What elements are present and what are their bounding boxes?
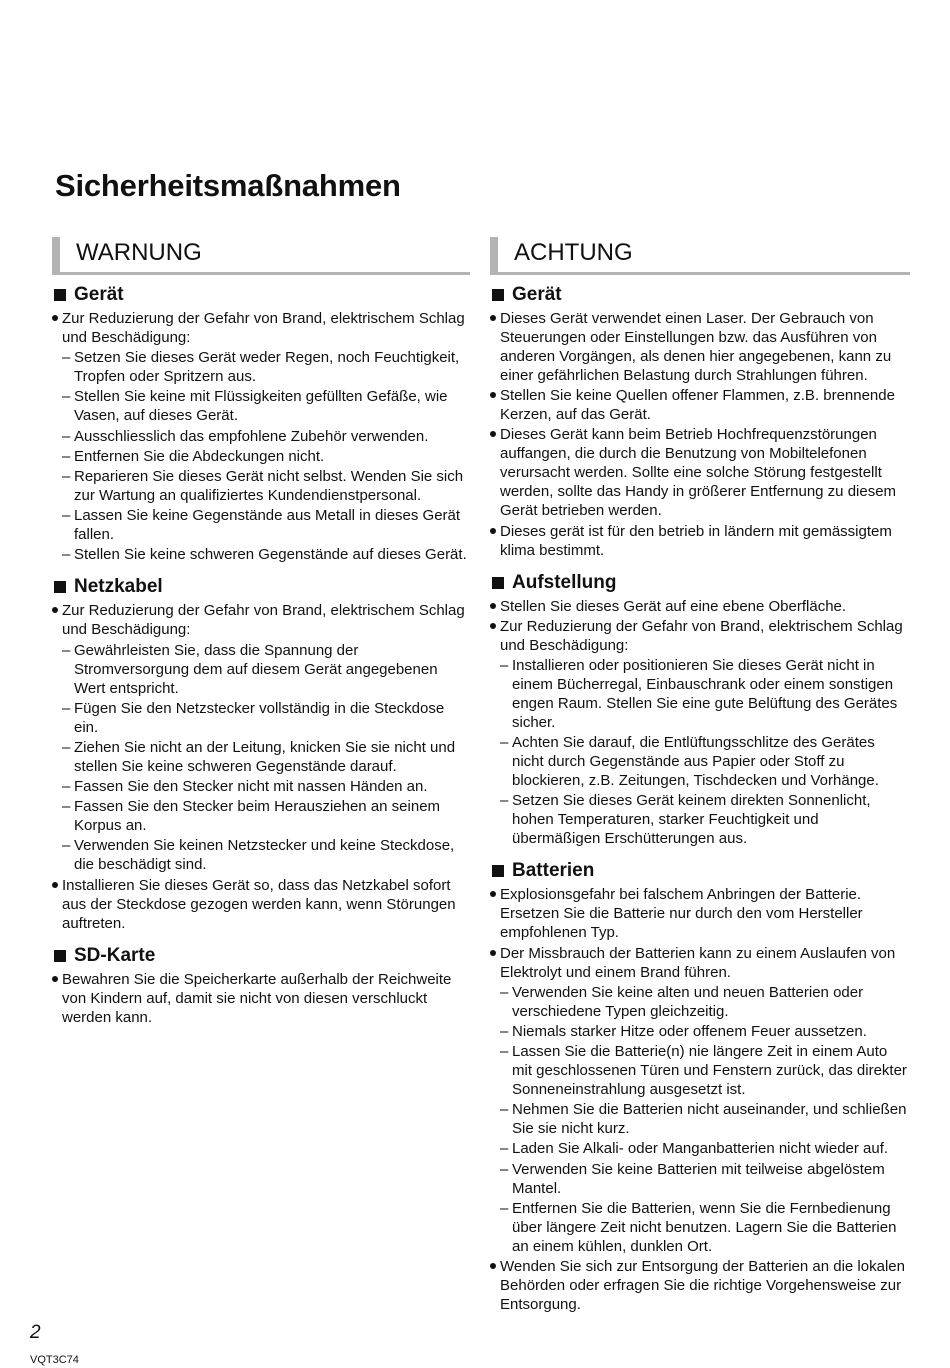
dash-item: – Ziehen Sie nicht an der Leitung, knicken Sie sie nicht und stellen Sie keine schweren Gegenstände darauf. xyxy=(52,738,470,776)
dash-item: – Lassen Sie keine Gegenstände aus Metall in dieses Gerät fallen. xyxy=(52,506,470,544)
dash-item: – Verwenden Sie keine alten und neuen Batterien oder verschiedene Typen gleichzeitig. xyxy=(490,983,910,1021)
page-title: Sicherheitsmaßnahmen xyxy=(55,168,401,203)
bullet-item: Stellen Sie dieses Gerät auf eine ebene Oberfläche. xyxy=(490,597,910,616)
square-bullet-icon xyxy=(492,577,504,589)
dash-item: – Lassen Sie die Batterie(n) nie längere Zeit in einem Auto mit geschlossenen Türen und Fenstern zurück, das direkter Sonneneinstrahlung ausgesetzt ist. xyxy=(490,1042,910,1099)
bullet-item: Dieses gerät ist für den betrieb in ländern mit gemässigtem klima bestimmt. xyxy=(490,522,910,560)
bullet-item: Bewahren Sie die Speicherkarte außerhalb der Reichweite von Kindern auf, damit sie nicht von diesen verschluckt werden kann. xyxy=(52,970,470,1027)
bullet-item: Zur Reduzierung der Gefahr von Brand, elektrischem Schlag und Beschädigung: xyxy=(52,309,470,347)
section-title: SD-Karte xyxy=(74,944,156,966)
dash-item: – Gewährleisten Sie, dass die Spannung der Stromversorgung dem auf diesem Gerät angegebenen Wert entspricht. xyxy=(52,641,470,698)
section-title: Gerät xyxy=(512,284,562,305)
section-heading xyxy=(54,576,470,598)
section-list xyxy=(52,309,470,564)
bullet-item: Zur Reduzierung der Gefahr von Brand, elektrischem Schlag und Beschädigung: xyxy=(52,601,470,639)
section-heading xyxy=(492,860,910,882)
section-list xyxy=(490,309,910,560)
bullet-item: Installieren Sie dieses Gerät so, dass das Netzkabel sofort aus der Steckdose gezogen werden kann, wenn Störungen auftreten. xyxy=(52,876,470,933)
section-title: Aufstellung xyxy=(512,571,617,593)
square-bullet-icon xyxy=(54,289,66,301)
dash-item: – Nehmen Sie die Batterien nicht auseinander, und schließen Sie sie nicht kurz. xyxy=(490,1100,910,1138)
section-title: Netzkabel xyxy=(74,576,163,598)
section-list xyxy=(490,597,910,849)
section-heading xyxy=(492,284,910,306)
bullet-item: Zur Reduzierung der Gefahr von Brand, elektrischem Schlag und Beschädigung: xyxy=(490,617,910,655)
bullet-item: Wenden Sie sich zur Entsorgung der Batterien an die lokalen Behörden oder erfragen Sie die richtige Vorgehensweise zur Entsorgung. xyxy=(490,1257,910,1314)
warning-heading: WARNUNG xyxy=(52,237,470,275)
section-list xyxy=(490,885,910,1314)
dash-item: – Installieren oder positionieren Sie dieses Gerät nicht in einem Bücherregal, Einbauschrank oder einem sonstigen engen Raum. Stellen Sie eine gute Belüftung des Gerätes sicher. xyxy=(490,656,910,732)
section-heading xyxy=(492,572,910,594)
square-bullet-icon xyxy=(492,289,504,301)
section-title: Gerät xyxy=(74,284,124,305)
dash-item: – Setzen Sie dieses Gerät weder Regen, noch Feuchtigkeit, Tropfen oder Spritzern aus. xyxy=(52,348,470,386)
warning-sections xyxy=(52,284,470,1027)
square-bullet-icon xyxy=(54,581,66,593)
bullet-item: Dieses Gerät kann beim Betrieb Hochfrequenzstörungen auffangen, die durch die Benutzung von Mobiltelefonen verursacht werden. Sollte eine solche Störung festgestellt werden, sollte das Handy in größerer Entfernung zu diesem Gerät betrieben werden. xyxy=(490,425,910,520)
dash-item: – Entfernen Sie die Batterien, wenn Sie die Fernbedienung über längere Zeit nicht benutzen. Lagern Sie die Batterien an einem kühlen, dunklen Ort. xyxy=(490,1199,910,1256)
section-list xyxy=(52,970,470,1027)
dash-item: – Reparieren Sie dieses Gerät nicht selbst. Wenden Sie sich zur Wartung an qualifiziertes Kundendienstpersonal. xyxy=(52,467,470,505)
dash-item: – Laden Sie Alkali- oder Manganbatterien nicht wieder auf. xyxy=(490,1139,910,1158)
warning-column xyxy=(52,237,470,1028)
dash-item: – Setzen Sie dieses Gerät keinem direkten Sonnenlicht, hohen Temperaturen, starker Feuchtigkeit und übermäßigen Erschütterungen aus. xyxy=(490,791,910,848)
dash-item: – Achten Sie darauf, die Entlüftungsschlitze des Gerätes nicht durch Gegenstände aus Papier oder Stoff zu blockieren, z.B. Zeitungen, Tischdecken und Vorhänge. xyxy=(490,733,910,790)
caution-heading: ACHTUNG xyxy=(490,237,910,275)
bullet-item: Dieses Gerät verwendet einen Laser. Der Gebrauch von Steuerungen oder Einstellungen bzw. das Ausführen von anderen Vorgängen, als denen hier angegebenen, kann zu einer gefährlichen Belastung durch Strahlungen führen. xyxy=(490,309,910,385)
dash-item: – Niemals starker Hitze oder offenem Feuer aussetzen. xyxy=(490,1022,910,1041)
section-heading xyxy=(54,284,470,306)
square-bullet-icon xyxy=(492,865,504,877)
dash-item: – Stellen Sie keine mit Flüssigkeiten gefüllten Gefäße, wie Vasen, auf dieses Gerät. xyxy=(52,387,470,425)
page-number: 2 xyxy=(30,1322,41,1343)
dash-item: – Verwenden Sie keine Batterien mit teilweise abgelöstem Mantel. xyxy=(490,1160,910,1198)
dash-item: – Fassen Sie den Stecker nicht mit nassen Händen an. xyxy=(52,777,470,796)
dash-item: – Ausschliesslich das empfohlene Zubehör verwenden. xyxy=(52,427,470,446)
dash-item: – Fassen Sie den Stecker beim Herausziehen an seinem Korpus an. xyxy=(52,797,470,835)
square-bullet-icon xyxy=(54,950,66,962)
document-code: VQT3C74 xyxy=(30,1354,79,1366)
section-list xyxy=(52,601,470,932)
section-heading xyxy=(54,945,470,967)
caution-column xyxy=(490,237,910,1315)
caution-sections xyxy=(490,284,910,1314)
dash-item: – Verwenden Sie keinen Netzstecker und keine Steckdose, die beschädigt sind. xyxy=(52,836,470,874)
bullet-item: Explosionsgefahr bei falschem Anbringen der Batterie. Ersetzen Sie die Batterie nur durch den vom Hersteller empfohlenen Typ. xyxy=(490,885,910,942)
dash-item: – Entfernen Sie die Abdeckungen nicht. xyxy=(52,447,470,466)
bullet-item: Der Missbrauch der Batterien kann zu einem Auslaufen von Elektrolyt und einem Brand führen. xyxy=(490,944,910,982)
dash-item: – Stellen Sie keine schweren Gegenstände auf dieses Gerät. xyxy=(52,545,470,564)
section-title: Batterien xyxy=(512,860,595,882)
dash-item: – Fügen Sie den Netzstecker vollständig in die Steckdose ein. xyxy=(52,699,470,737)
bullet-item: Stellen Sie keine Quellen offener Flammen, z.B. brennende Kerzen, auf das Gerät. xyxy=(490,386,910,424)
